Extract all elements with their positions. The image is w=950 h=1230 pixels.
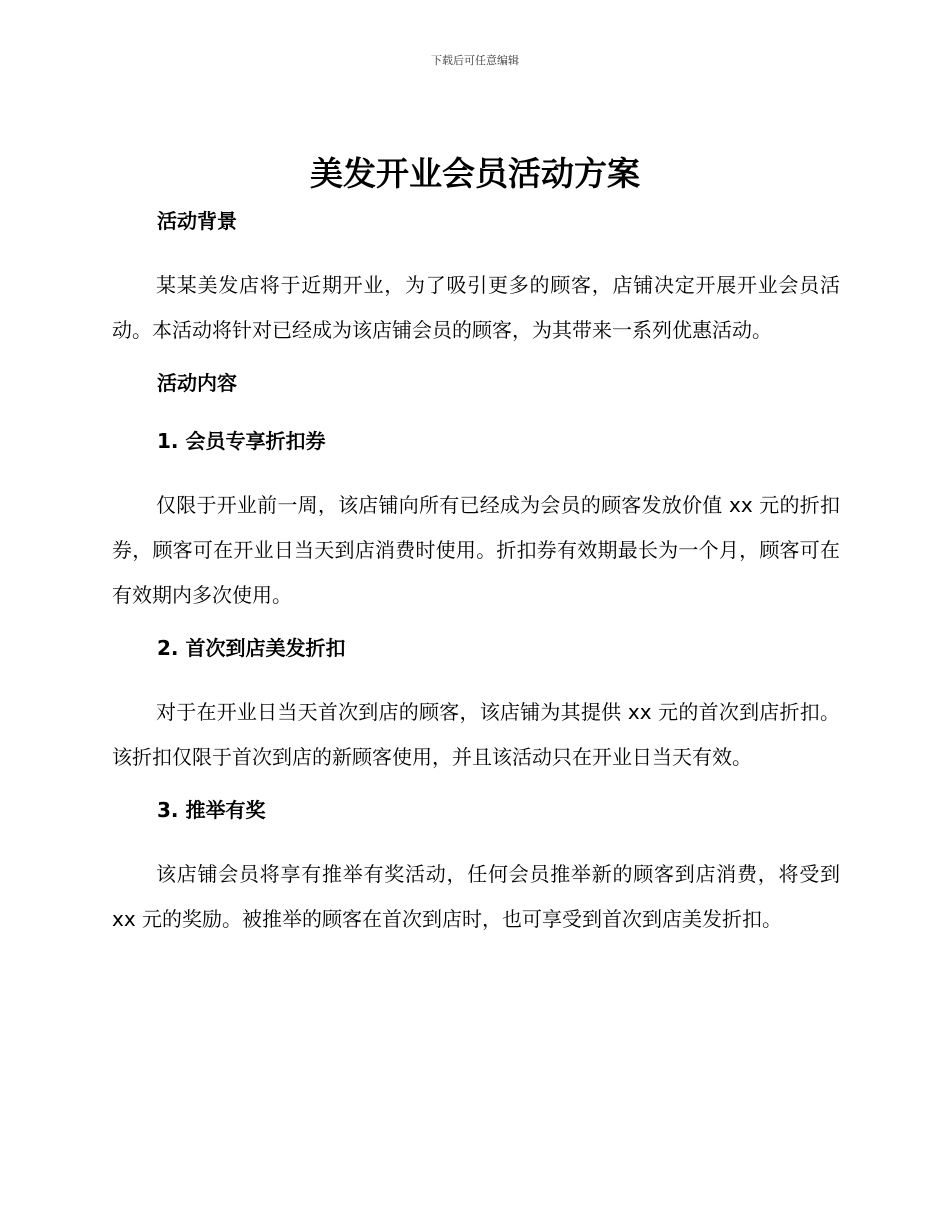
section-heading-background: 活动背景: [157, 209, 237, 233]
section-paragraph-coupon: 仅限于开业前一周，该店铺向所有已经成为会员的顾客发放价值 xx 元的折扣券，顾客可在开业日当天到店消费时使用。折扣券有效期最长为一个月，顾客可在有效期内多次使用。: [112, 493, 840, 607]
document-body: [112, 205, 840, 956]
section-heading-content: 活动内容: [157, 371, 237, 395]
section-paragraph-referral: 该店铺会员将享有推举有奖活动，任何会员推举新的顾客到店消费，将受到 xx 元的奖励。被推举的顾客在首次到店时，也可享受到首次到店美发折扣。: [112, 862, 840, 931]
document-title: 美发开业会员活动方案: [310, 154, 640, 193]
section-heading-first-visit: 2. 首次到店美发折扣: [157, 636, 346, 660]
page-header-note: 下载后可任意编辑: [431, 54, 519, 67]
section-heading-referral: 3. 推举有奖: [157, 798, 266, 822]
section-heading-coupon: 1. 会员专享折扣券: [157, 429, 326, 453]
section-paragraph-first-visit: 对于在开业日当天首次到店的顾客，该店铺为其提供 xx 元的首次到店折扣。该折扣仅限于首次到店的新顾客使用，并且该活动只在开业日当天有效。: [112, 700, 840, 769]
section-paragraph-background: 某某美发店将于近期开业，为了吸引更多的顾客，店铺决定开展开业会员活动。本活动将针对已经成为该店铺会员的顾客，为其带来一系列优惠活动。: [112, 273, 840, 342]
